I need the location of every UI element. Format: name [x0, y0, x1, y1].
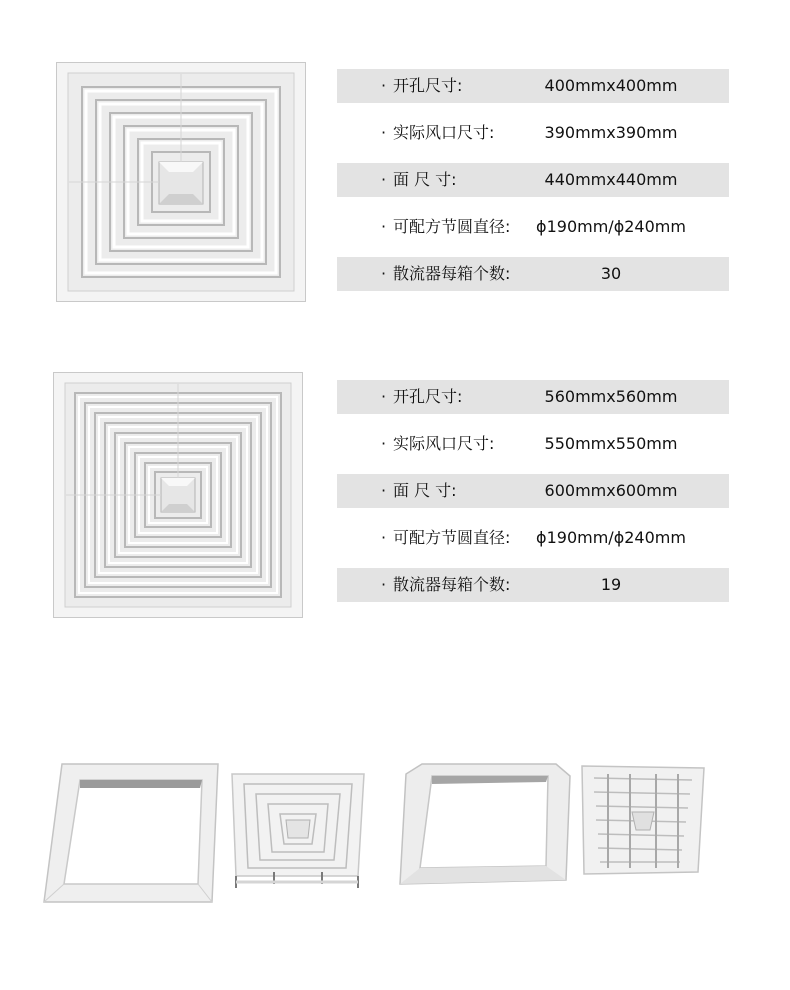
- spec-label: 实际风口尺寸:: [393, 123, 495, 142]
- spec-row-per-box: [337, 568, 729, 602]
- spec-label: 面 尺 寸:: [393, 170, 457, 189]
- spec-label: 开孔尺寸:: [393, 387, 463, 406]
- bullet: ·: [381, 76, 387, 95]
- spec-value: 19: [600, 575, 622, 594]
- spec-value: ϕ190mm/ϕ240mm: [536, 528, 686, 547]
- square-diffuser-photo: [53, 372, 303, 618]
- spec-value: 390mmx390mm: [544, 123, 678, 142]
- spec-value: 30: [600, 264, 622, 283]
- spec-table: [337, 69, 729, 304]
- spec-label: 散流器每箱个数:: [393, 264, 511, 283]
- spec-row-neck-diameter: [337, 521, 729, 555]
- bullet: ·: [381, 481, 387, 500]
- spec-value: 550mmx550mm: [544, 434, 678, 453]
- diffuser-core-photo: [228, 772, 368, 894]
- spec-label: 散流器每箱个数:: [393, 575, 511, 594]
- spec-row-face-size: [337, 474, 729, 508]
- bullet: ·: [381, 217, 387, 236]
- spec-row-face-size: [337, 163, 729, 197]
- parts-photos: [0, 750, 790, 910]
- spec-row-neck-diameter: [337, 210, 729, 244]
- mounting-frame-photo: [42, 762, 222, 908]
- spec-label: 实际风口尺寸:: [393, 434, 495, 453]
- bullet: ·: [381, 575, 387, 594]
- spec-table: [337, 380, 729, 615]
- spec-row-per-box: [337, 257, 729, 291]
- spec-row-hole-size: [337, 380, 729, 414]
- square-diffuser-photo: [56, 62, 306, 302]
- bullet: ·: [381, 528, 387, 547]
- bullet: ·: [381, 170, 387, 189]
- spec-label: 面 尺 寸:: [393, 481, 457, 500]
- spec-row-outlet-size: [337, 116, 729, 150]
- angled-diffuser-core-photo: [578, 764, 708, 880]
- spec-label: 可配方节圆直径:: [393, 528, 511, 547]
- spec-value: ϕ190mm/ϕ240mm: [536, 217, 686, 236]
- bullet: ·: [381, 387, 387, 406]
- bullet: ·: [381, 264, 387, 283]
- spec-label: 开孔尺寸:: [393, 76, 463, 95]
- spec-label: 可配方节圆直径:: [393, 217, 511, 236]
- spec-value: 400mmx400mm: [544, 76, 678, 95]
- angled-frame-photo: [396, 762, 572, 892]
- bullet: ·: [381, 434, 387, 453]
- spec-row-hole-size: [337, 69, 729, 103]
- bullet: ·: [381, 123, 387, 142]
- spec-value: 600mmx600mm: [544, 481, 678, 500]
- spec-value: 560mmx560mm: [544, 387, 678, 406]
- spec-value: 440mmx440mm: [544, 170, 678, 189]
- spec-row-outlet-size: [337, 427, 729, 461]
